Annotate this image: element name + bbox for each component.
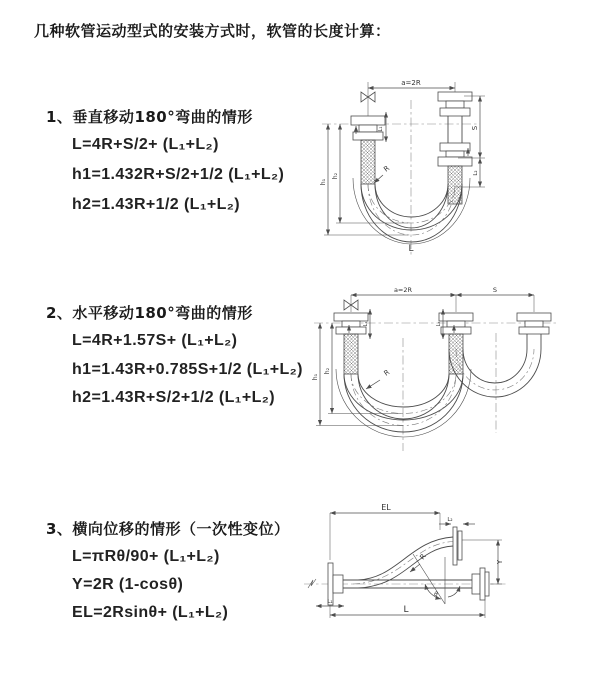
formula-line: EL=2Rsinθ+ (L₁+L₂) [72, 604, 229, 621]
section2-heading: 2、水平移动180°弯曲的情形 [46, 304, 253, 322]
dim-label-l1: L₁ [363, 321, 369, 327]
dim-label-h2: h₂ [332, 172, 339, 180]
dim-label-h1: h₁ [312, 373, 319, 381]
dim-label-l2: L₂ [473, 170, 479, 176]
dim-label-l1: L₁ [378, 126, 384, 132]
dim-label-a2r: a=2R [393, 286, 413, 294]
formula-line: L=4R+1.57S+ (L₁+L₂) [72, 332, 238, 349]
formula-line: Y=2R (1-cosθ) [72, 576, 184, 593]
dim-label-l: L [403, 605, 409, 615]
formula-line: h1=1.432R+S/2+1/2 (L₁+L₂) [72, 166, 285, 183]
section1-heading: 1、垂直移动180°弯曲的情形 [46, 108, 253, 126]
diagram-horizontal-180-bend [306, 283, 591, 462]
valve-icon [361, 82, 375, 116]
upper-right-flange [453, 527, 502, 565]
right-pipe-fitting [517, 295, 551, 349]
section3-heading: 3、横向位移的情形（一次性变位） [46, 520, 290, 538]
diagram-vertical-180-bend [308, 72, 583, 261]
formula-line: h2=1.43R+1/2 (L₁+L₂) [72, 196, 241, 213]
angle-label-theta: θ [434, 591, 438, 598]
dim-label-radius: R [418, 552, 428, 562]
valve-icon [344, 295, 358, 312]
dim-label-l2: L₂ [447, 517, 453, 523]
centerline-break-icon [308, 579, 316, 588]
dim-label-a2r: a=2R [401, 79, 421, 87]
diagram-lateral-displacement [298, 500, 590, 652]
dim-label-h2: h₂ [324, 367, 331, 375]
dim-label-l2: L₂ [436, 321, 442, 327]
middle-pipe-fitting [439, 295, 473, 374]
dim-label-length: L [408, 244, 414, 254]
formula-line: h1=1.43R+0.785S+1/2 (L₁+L₂) [72, 361, 303, 378]
dim-label-y: Y [496, 559, 504, 565]
dim-label-radius: R [382, 368, 392, 378]
page-title: 几种软管运动型式的安装方式时，软管的长度计算： [34, 22, 391, 40]
dim-label-s: S [492, 286, 498, 294]
dim-label-s: S [471, 125, 479, 131]
formula-line: L=4R+S/2+ (L₁+L₂) [72, 136, 219, 153]
formula-line: L=πRθ/90+ (L₁+L₂) [72, 548, 220, 565]
lower-right-flange [472, 568, 489, 600]
dim-label-el: EL [381, 503, 391, 512]
dim-label-l1: L₁ [327, 599, 333, 605]
dim-label-radius: R [382, 164, 392, 174]
dim-label-h1: h₁ [320, 178, 327, 186]
formula-line: h2=1.43R+S/2+1/2 (L₁+L₂) [72, 389, 275, 406]
hose-u-bend-left [336, 369, 471, 437]
